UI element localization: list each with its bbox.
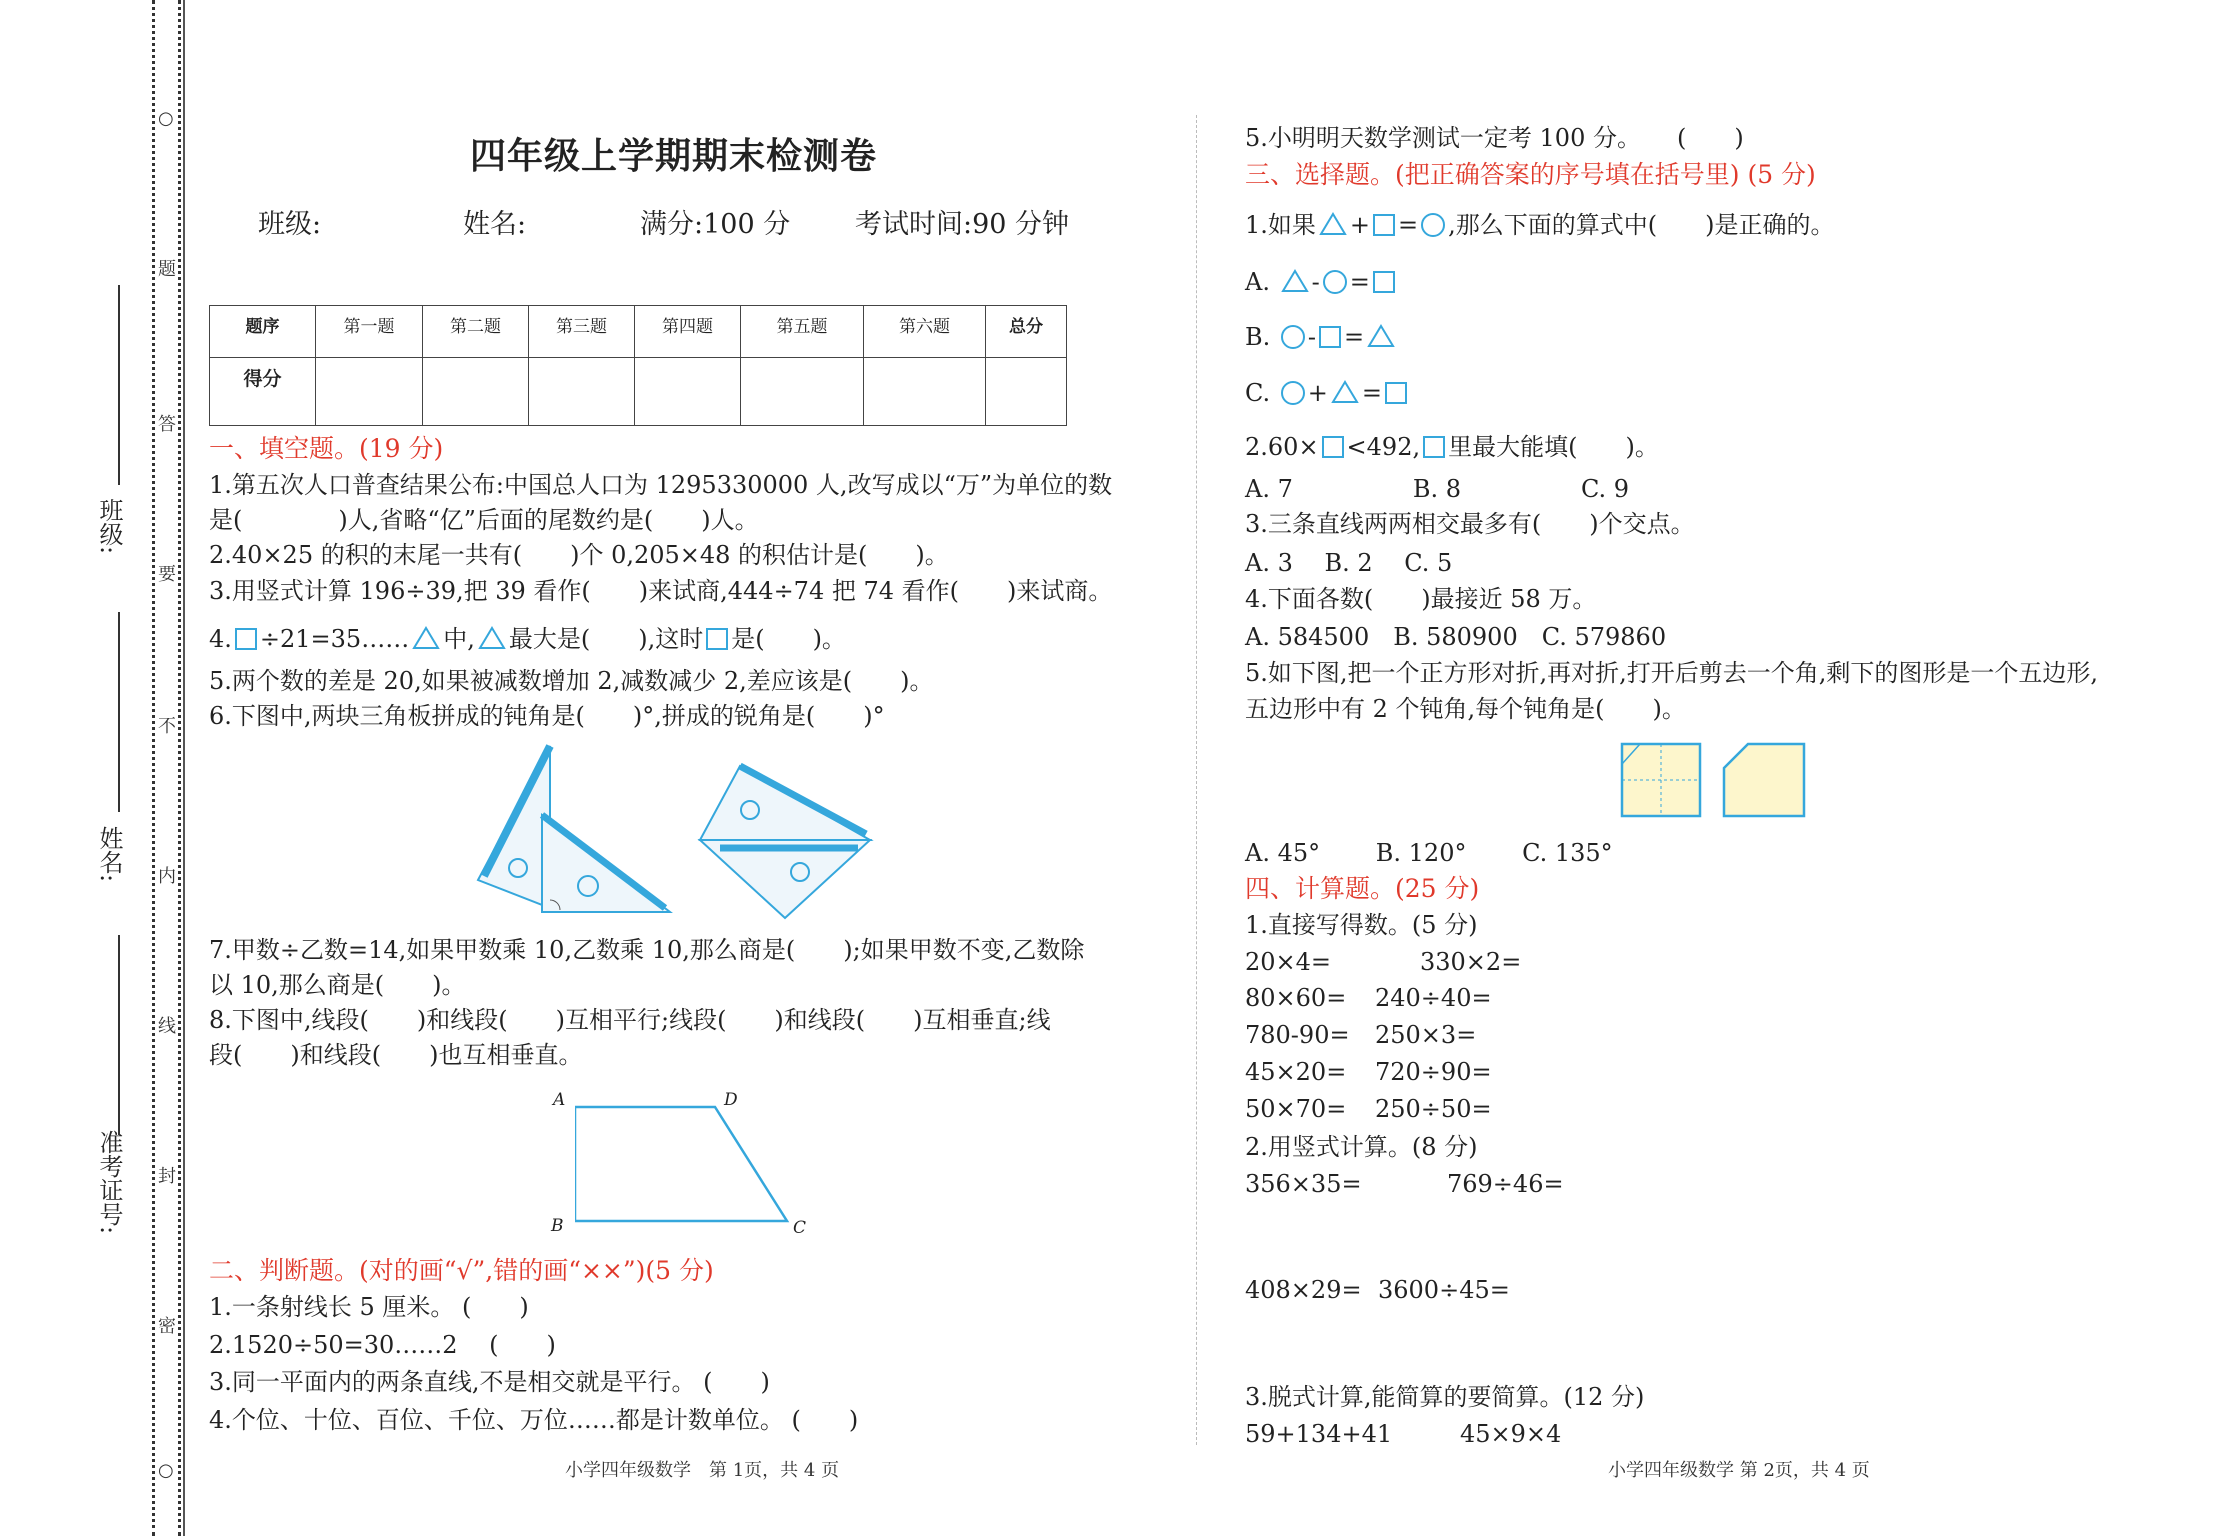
calc-row: 240÷40= <box>1375 984 1492 1012</box>
question-5: 5.两个数的差是 20,如果被减数增加 2,减数减少 2,差应该是( )。 <box>209 667 934 695</box>
question-4-part-c: 最大是( ),这时 <box>508 625 704 653</box>
calc-row: 330×2= <box>1420 948 1522 976</box>
score-cell[interactable] <box>635 358 741 426</box>
question-7a: 7.甲数÷乙数=14,如果甲数乘 10,乙数乘 10,那么商是( );如果甲数不变,乙数除 <box>209 936 1085 964</box>
choice-2-prefix: 2.60× <box>1245 433 1319 461</box>
binding-char: 封 <box>158 1166 176 1187</box>
exam-no-blank-line <box>118 935 120 1135</box>
judge-5: 5.小明明天数学测试一定考 100 分。 ( ) <box>1245 124 1744 152</box>
score-cell[interactable] <box>529 358 635 426</box>
folded-square-figure <box>1620 742 1702 818</box>
question-4-part-a: ÷21=35…… <box>259 625 410 653</box>
calc-3-title: 3.脱式计算,能简算的要简算。(12 分) <box>1245 1383 1645 1411</box>
choice-4: 4.下面各数( )最接近 58 万。 <box>1245 585 1597 613</box>
choice-2-options: A. 7 B. 8 C. 9 <box>1245 475 1630 503</box>
choice-2-suffix: 里最大能填( )。 <box>1448 433 1659 461</box>
page-divider <box>1196 115 1197 1445</box>
question-8a: 8.下图中,线段( )和线段( )互相平行;线段( )和线段( )互相垂直;线 <box>209 1006 1051 1034</box>
name-label: 姓名: <box>463 209 527 240</box>
question-6: 6.下图中,两块三角板拼成的钝角是( )°,拼成的锐角是( )° <box>209 702 885 730</box>
equals-sign: = <box>1398 211 1419 239</box>
choice-5a: 5.如下图,把一个正方形对折,再对折,打开后剪去一个角,剩下的图形是一个五边形, <box>1245 659 2099 687</box>
calc-row: 780-90= <box>1245 1021 1350 1049</box>
judge-1: 1.一条射线长 5 厘米。 ( ) <box>209 1293 529 1321</box>
calc-row: 250÷50= <box>1375 1095 1492 1123</box>
score-cell[interactable] <box>986 358 1067 426</box>
calc-row: 250×3= <box>1375 1021 1477 1049</box>
binding-char: 密 <box>158 1316 176 1337</box>
name-blank-line <box>118 612 120 812</box>
footer-page-1: 小学四年级数学 第 1页，共 4 页 <box>565 1460 840 1481</box>
square-icon <box>706 628 728 650</box>
binding-char: 答 <box>158 414 176 435</box>
calc-row: 80×60= <box>1245 984 1347 1012</box>
score-cell[interactable] <box>864 358 986 426</box>
choice-1-option-b[interactable] <box>1245 320 1398 354</box>
calc-1-title: 1.直接写得数。(5 分) <box>1245 911 1478 939</box>
square-icon <box>1319 326 1341 348</box>
score-header: 第一题 <box>316 306 423 358</box>
score-cell[interactable] <box>741 358 864 426</box>
binding-exam-no-label: 准考证号: <box>95 1130 123 1235</box>
class-label: 班级: <box>258 209 322 240</box>
choice-1 <box>1245 208 1834 242</box>
circle-icon <box>1281 381 1305 405</box>
option-label: C. <box>1245 379 1271 407</box>
choice-1-option-c[interactable] <box>1245 376 1410 410</box>
choice-3: 3.三条直线两两相交最多有( )个交点。 <box>1245 510 1695 538</box>
calc-3-item: 45×9×4 <box>1460 1420 1562 1448</box>
binding-line-left <box>152 0 155 1536</box>
question-4 <box>209 622 846 656</box>
trapezoid-label-b: B <box>551 1216 564 1236</box>
minus-sign: - <box>1311 268 1320 296</box>
calc-2-item: 3600÷45= <box>1378 1276 1510 1304</box>
triangle-icon <box>478 626 506 650</box>
binding-char: 要 <box>158 564 176 585</box>
question-7b: 以 10,那么商是( )。 <box>209 971 466 999</box>
choice-1-prefix: 1.如果 <box>1245 211 1316 239</box>
option-label: A. <box>1245 268 1270 296</box>
section-judge-title: 二、判断题。(对的画“√”,错的画“××”)(5 分) <box>209 1256 714 1285</box>
trapezoid-label-a: A <box>553 1090 566 1110</box>
calc-2-item: 356×35= <box>1245 1170 1362 1198</box>
calc-row: 45×20= <box>1245 1058 1347 1086</box>
binding-char: 线 <box>158 1016 176 1037</box>
triangle-icon <box>1281 269 1309 293</box>
score-header: 第五题 <box>741 306 864 358</box>
question-2: 2.40×25 的积的末尾一共有( )个 0,205×48 的积估计是( )。 <box>209 541 949 569</box>
section-calc-title: 四、计算题。(25 分) <box>1245 874 1480 903</box>
calc-row: 720÷90= <box>1375 1058 1492 1086</box>
binding-char: 题 <box>158 259 176 280</box>
binding-char: 不 <box>158 716 176 737</box>
square-icon <box>1373 271 1395 293</box>
full-score: 满分:100 分 <box>640 209 791 240</box>
square-icon <box>1373 214 1395 236</box>
score-header: 题序 <box>210 306 316 358</box>
score-row-label: 得分 <box>210 358 316 426</box>
question-3: 3.用竖式计算 196÷39,把 39 看作( )来试商,444÷74 把 74 看作( )来试商。 <box>209 577 1113 605</box>
triangle-icon <box>412 626 440 650</box>
calc-2-item: 769÷46= <box>1447 1170 1564 1198</box>
circle-icon <box>1421 213 1445 237</box>
calc-2-title: 2.用竖式计算。(8 分) <box>1245 1133 1478 1161</box>
score-header: 第二题 <box>423 306 529 358</box>
exam-time: 考试时间:90 分钟 <box>855 209 1070 240</box>
equals-sign: = <box>1349 268 1370 296</box>
score-header: 第四题 <box>635 306 741 358</box>
binding-border <box>183 0 185 1536</box>
option-label: B. <box>1245 323 1271 351</box>
binding-char: ○ <box>158 108 174 129</box>
choice-1-suffix: ,那么下面的算式中( )是正确的。 <box>1448 211 1835 239</box>
binding-char: ○ <box>158 1460 174 1481</box>
equals-sign: = <box>1344 323 1365 351</box>
question-1a: 1.第五次人口普查结果公布:中国总人口为 1295330000 人,改写成以“万”为单位的数 <box>209 471 1113 499</box>
choice-5-options: A. 45° B. 120° C. 135° <box>1245 839 1613 867</box>
score-header: 第六题 <box>864 306 986 358</box>
score-header: 总分 <box>986 306 1067 358</box>
section-fill-blank-title: 一、填空题。(19 分) <box>209 434 444 463</box>
choice-4-options: A. 584500 B. 580900 C. 579860 <box>1245 623 1667 651</box>
binding-char: 内 <box>158 866 176 887</box>
triangle-icon <box>1367 324 1395 348</box>
question-4-prefix: 4. <box>209 625 232 653</box>
trapezoid-figure <box>575 1102 795 1224</box>
score-cell[interactable] <box>423 358 529 426</box>
circle-icon <box>1281 325 1305 349</box>
footer-page-2: 小学四年级数学 第 2页，共 4 页 <box>1608 1460 1870 1481</box>
choice-1-option-a[interactable] <box>1245 265 1398 299</box>
minus-sign: - <box>1307 323 1317 351</box>
question-1b: 是( )人,省略“亿”后面的尾数约是( )人。 <box>209 506 759 534</box>
trapezoid-label-d: D <box>724 1090 738 1110</box>
class-blank-line <box>118 285 120 485</box>
plus-sign: + <box>1307 379 1328 407</box>
choice-2-mid: <492, <box>1346 433 1421 461</box>
page-title: 四年级上学期期末检测卷 <box>470 135 878 177</box>
choice-2 <box>1245 430 1659 464</box>
square-icon <box>235 628 257 650</box>
square-icon <box>1385 382 1407 404</box>
set-square-figure-1 <box>470 740 680 920</box>
judge-2: 2.1520÷50=30……2 ( ) <box>209 1331 556 1359</box>
calc-2-item: 408×29= <box>1245 1276 1362 1304</box>
equals-sign: = <box>1361 379 1382 407</box>
calc-3-item: 59+134+41 <box>1245 1420 1393 1448</box>
section-choice-title: 三、选择题。(把正确答案的序号填在括号里) (5 分) <box>1245 160 1816 189</box>
binding-name-label: 姓名: <box>95 826 123 883</box>
binding-line-right <box>178 0 181 1536</box>
question-4-part-d: 是( )。 <box>731 625 846 653</box>
calc-row: 50×70= <box>1245 1095 1347 1123</box>
score-cell[interactable] <box>316 358 423 426</box>
pentagon-figure <box>1722 742 1806 818</box>
score-header: 第三题 <box>529 306 635 358</box>
triangle-icon <box>1319 212 1347 236</box>
binding-class-label: 班级: <box>95 498 123 555</box>
judge-4: 4.个位、十位、百位、千位、万位……都是计数单位。 ( ) <box>209 1406 859 1434</box>
triangle-icon <box>1331 380 1359 404</box>
set-square-figure-2 <box>690 760 890 920</box>
question-8b: 段( )和线段( )也互相垂直。 <box>209 1041 583 1069</box>
circle-icon <box>1323 270 1347 294</box>
square-icon <box>1322 436 1344 458</box>
judge-3: 3.同一平面内的两条直线,不是相交就是平行。 ( ) <box>209 1368 770 1396</box>
plus-sign: + <box>1349 211 1371 239</box>
question-4-part-b: 中, <box>443 625 475 653</box>
choice-3-options: A. 3 B. 2 C. 5 <box>1245 549 1453 577</box>
score-table <box>209 305 1067 426</box>
calc-row: 20×4= <box>1245 948 1332 976</box>
square-icon <box>1423 436 1445 458</box>
trapezoid-label-c: C <box>793 1218 807 1238</box>
choice-5b: 五边形中有 2 个钝角,每个钝角是( )。 <box>1245 695 1686 723</box>
